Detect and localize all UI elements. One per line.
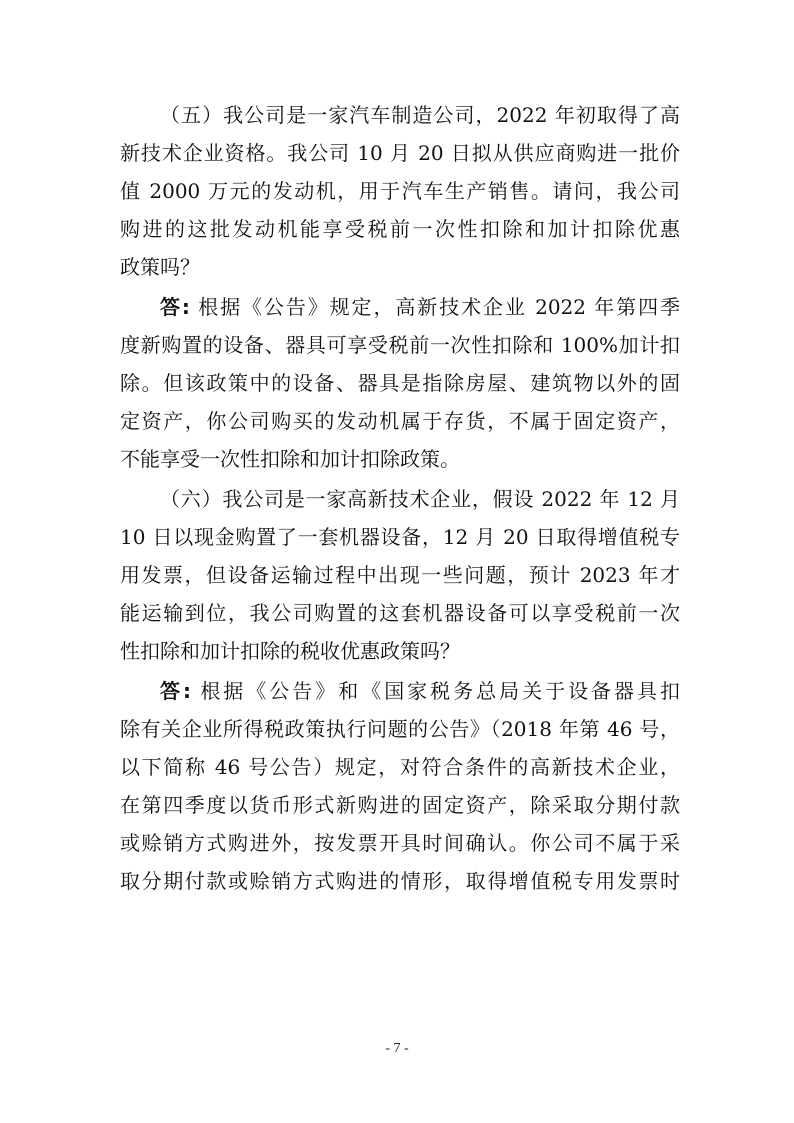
answer-label: 答: — [160, 679, 191, 703]
document-page — [120, 96, 680, 902]
question-paragraph-6 — [120, 480, 680, 670]
answer-label: 答: — [160, 295, 190, 319]
text-line: 度新购置的设备、器具可享受税前一次性扣除和 100%加计扣 — [120, 333, 680, 357]
text-line: 值 2000 万元的发动机，用于汽车生产销售。请问，我公司 — [120, 179, 680, 203]
text-line — [120, 288, 680, 326]
text-line: 政策吗？ — [120, 255, 200, 279]
text-line: 除有关企业所得税政策执行问题的公告》（2018 年第 46 号， — [120, 717, 680, 741]
text-line: 能运输到位，我公司购置的这套机器设备可以享受税前一次 — [120, 601, 680, 625]
text-line — [120, 672, 680, 710]
text-line: 以下简称 46 号公告）规定，对符合条件的高新技术企业， — [120, 755, 680, 779]
answer-paragraph-6 — [120, 672, 680, 900]
text-line: 购进的这批发动机能享受税前一次性扣除和加计扣除优惠 — [120, 217, 680, 241]
text-line: 性扣除和加计扣除的税收优惠政策吗？ — [120, 639, 460, 663]
question-paragraph-5 — [120, 96, 680, 286]
text-line: （六）我公司是一家高新技术企业，假设 2022 年 12 月 — [160, 487, 680, 511]
text-line: 在第四季度以货币形式新购进的固定资产，除采取分期付款 — [120, 793, 680, 817]
answer-paragraph-5 — [120, 288, 680, 478]
text-line: 10 日以现金购置了一套机器设备，12 月 20 日取得增值税专 — [120, 525, 680, 549]
text-line: 用发票，但设备运输过程中出现一些问题，预计 2023 年才 — [120, 563, 680, 587]
text-line: 不能享受一次性扣除和加计扣除政策。 — [120, 447, 460, 471]
text-line: （五）我公司是一家汽车制造公司，2022 年初取得了高 — [160, 103, 680, 127]
text-line: 新技术企业资格。我公司 10 月 20 日拟从供应商购进一批价 — [120, 141, 680, 165]
text-line: 除。但该政策中的设备、器具是指除房屋、建筑物以外的固 — [120, 371, 680, 395]
text-line: 或赊销方式购进外，按发票开具时间确认。你公司不属于采 — [120, 831, 680, 855]
page-number: - 7 - — [385, 1041, 409, 1056]
answer-text: 根据《公告》和《国家税务总局关于设备器具扣 — [190, 679, 680, 703]
text-line: 定资产，你公司购买的发动机属于存货，不属于固定资产， — [120, 409, 680, 433]
text-line: 取分期付款或赊销方式购进的情形，取得增值税专用发票时 — [120, 869, 680, 893]
answer-text: 根据《公告》规定，高新技术企业 2022 年第四季 — [189, 295, 680, 319]
